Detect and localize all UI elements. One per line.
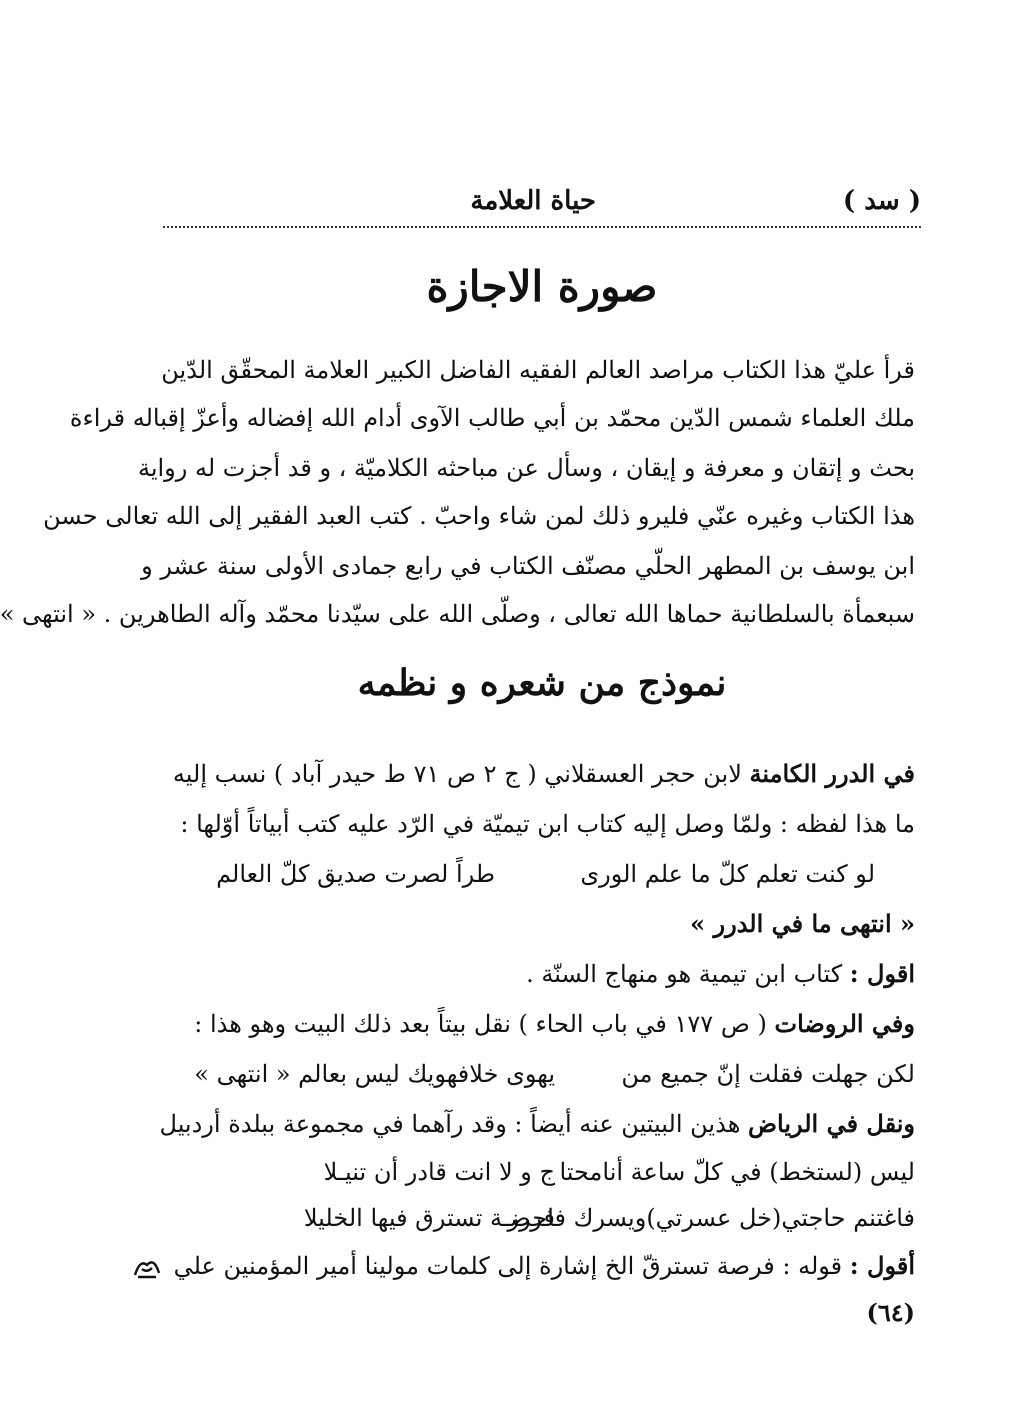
sample-heading: نموذج من شعره و نظمه (357, 662, 727, 704)
ijaza-line-2: ملك العلماء شمس الدّين محمّد بن أبي طالب الآوى أدام الله إفضاله وأعزّ إقباله قراءة (69, 404, 915, 432)
verse-2-first-hemistich: لكن جهلت فقلت إنّ جميع من (621, 1060, 915, 1088)
verse-4-second-hemistich: فرصـة تسترق فيها الخليلا (303, 1204, 555, 1232)
rawdat-text: ( ص ١٧٧ في باب الحاء ) نقل بيتاً بعد ذلك البيت وهو هذا : (194, 1010, 767, 1038)
verse-3-second-hemistich: ج و لا انت قادر أن تنيـلا (323, 1158, 555, 1186)
aqul-text-1: كتاب ابن تيمية هو منهاج السنّة . (526, 960, 843, 988)
ijaza-line-5: ابن يوسف بن المطهر الحلّي مصنّف الكتاب في رابع جمادى الأولى سنة عشر و (141, 552, 915, 580)
aqul-line-1 (167, 954, 915, 994)
page-reference: ( سد ) (842, 186, 921, 216)
ijaza-line-6: سبعمأة بالسلطانية حماها الله تعالى ، وصلّى الله على سيّدنا محمّد وآله الطاهرين . « انتهى » (0, 600, 915, 628)
verse-4 (167, 1198, 915, 1238)
riyad-text: هذين البيتين عنه أيضاً : وقد رآهما في مجموعة ببلدة أردبيل (159, 1110, 741, 1138)
verse-2 (167, 1054, 915, 1094)
verse-4-first-hemistich: فاغتنم حاجتي(خل عسرتي)ويسرك فاحرز (507, 1204, 915, 1232)
verse-3 (167, 1152, 915, 1192)
header-dotted-rule (163, 226, 921, 228)
verse-1 (167, 854, 915, 894)
durar-text: لابن حجر العسقلاني ( ج ٢ ص ٧١ ط حيدر آباد ) نسب إليه (172, 760, 742, 788)
ijaza-line-3: بحث و إتقان و معرفة و إيقان ، وسأل عن مباحثه الكلاميّة ، و قد أجزت له رواية (137, 454, 915, 482)
ijaza-line-4: هذا الكتاب وغيره عنّي فليرو ذلك لمن شاء واحبّ . كتب العبد الفقير إلى الله تعالى حسن (43, 502, 915, 530)
riyad-source: ونقل في الرياض (747, 1109, 915, 1138)
page-number: (٦٤) (866, 1298, 915, 1327)
durar-end-note: « انتهى ما في الدرر » (690, 909, 915, 938)
verse-1-first-hemistich: لو كنت تعلم كلّ ما علم الورى (580, 860, 875, 888)
aqul-text-2: قوله : فرصة تسترقّ الخ إشارة إلى كلمات مولينا أمير المؤمنين علي (173, 1252, 843, 1280)
rawdat-line (167, 1004, 915, 1044)
rawdat-source: وفي الروضات (774, 1009, 915, 1038)
page-header (163, 180, 921, 228)
ijaza-heading: صورة الاجازة (426, 262, 658, 311)
honorific-seal-icon (132, 1255, 162, 1281)
durar-line-2: ما هذا لفظه : ولمّا وصل إليه كتاب ابن تيميّة في الرّد عليه كتب أبياتاً أوّلها : (180, 810, 915, 838)
running-title: حياة العلامة (470, 186, 596, 216)
aqul-label-1: اقول : (849, 959, 915, 988)
durar-source: في الدرر الكامنة (749, 759, 915, 788)
verse-2-second-hemistich: يهوى خلافهويك ليس بعالم « انتهى » (194, 1060, 555, 1088)
verse-3-first-hemistich: ليس (لستخط) في كلّ ساعة أنامحتا (559, 1158, 915, 1186)
aqul-line-2 (167, 1246, 915, 1286)
ijaza-line-1: قرأ عليّ هذا الكتاب مراصد العالم الفقيه الفاضل الكبير العلامة المحقّق الدّين (161, 356, 915, 384)
riyad-line (159, 1104, 915, 1144)
durar-line (167, 754, 915, 794)
verse-1-second-hemistich: طراً لصرت صديق كلّ العالم (216, 860, 495, 888)
aqul-label-2: أقول : (849, 1251, 915, 1280)
